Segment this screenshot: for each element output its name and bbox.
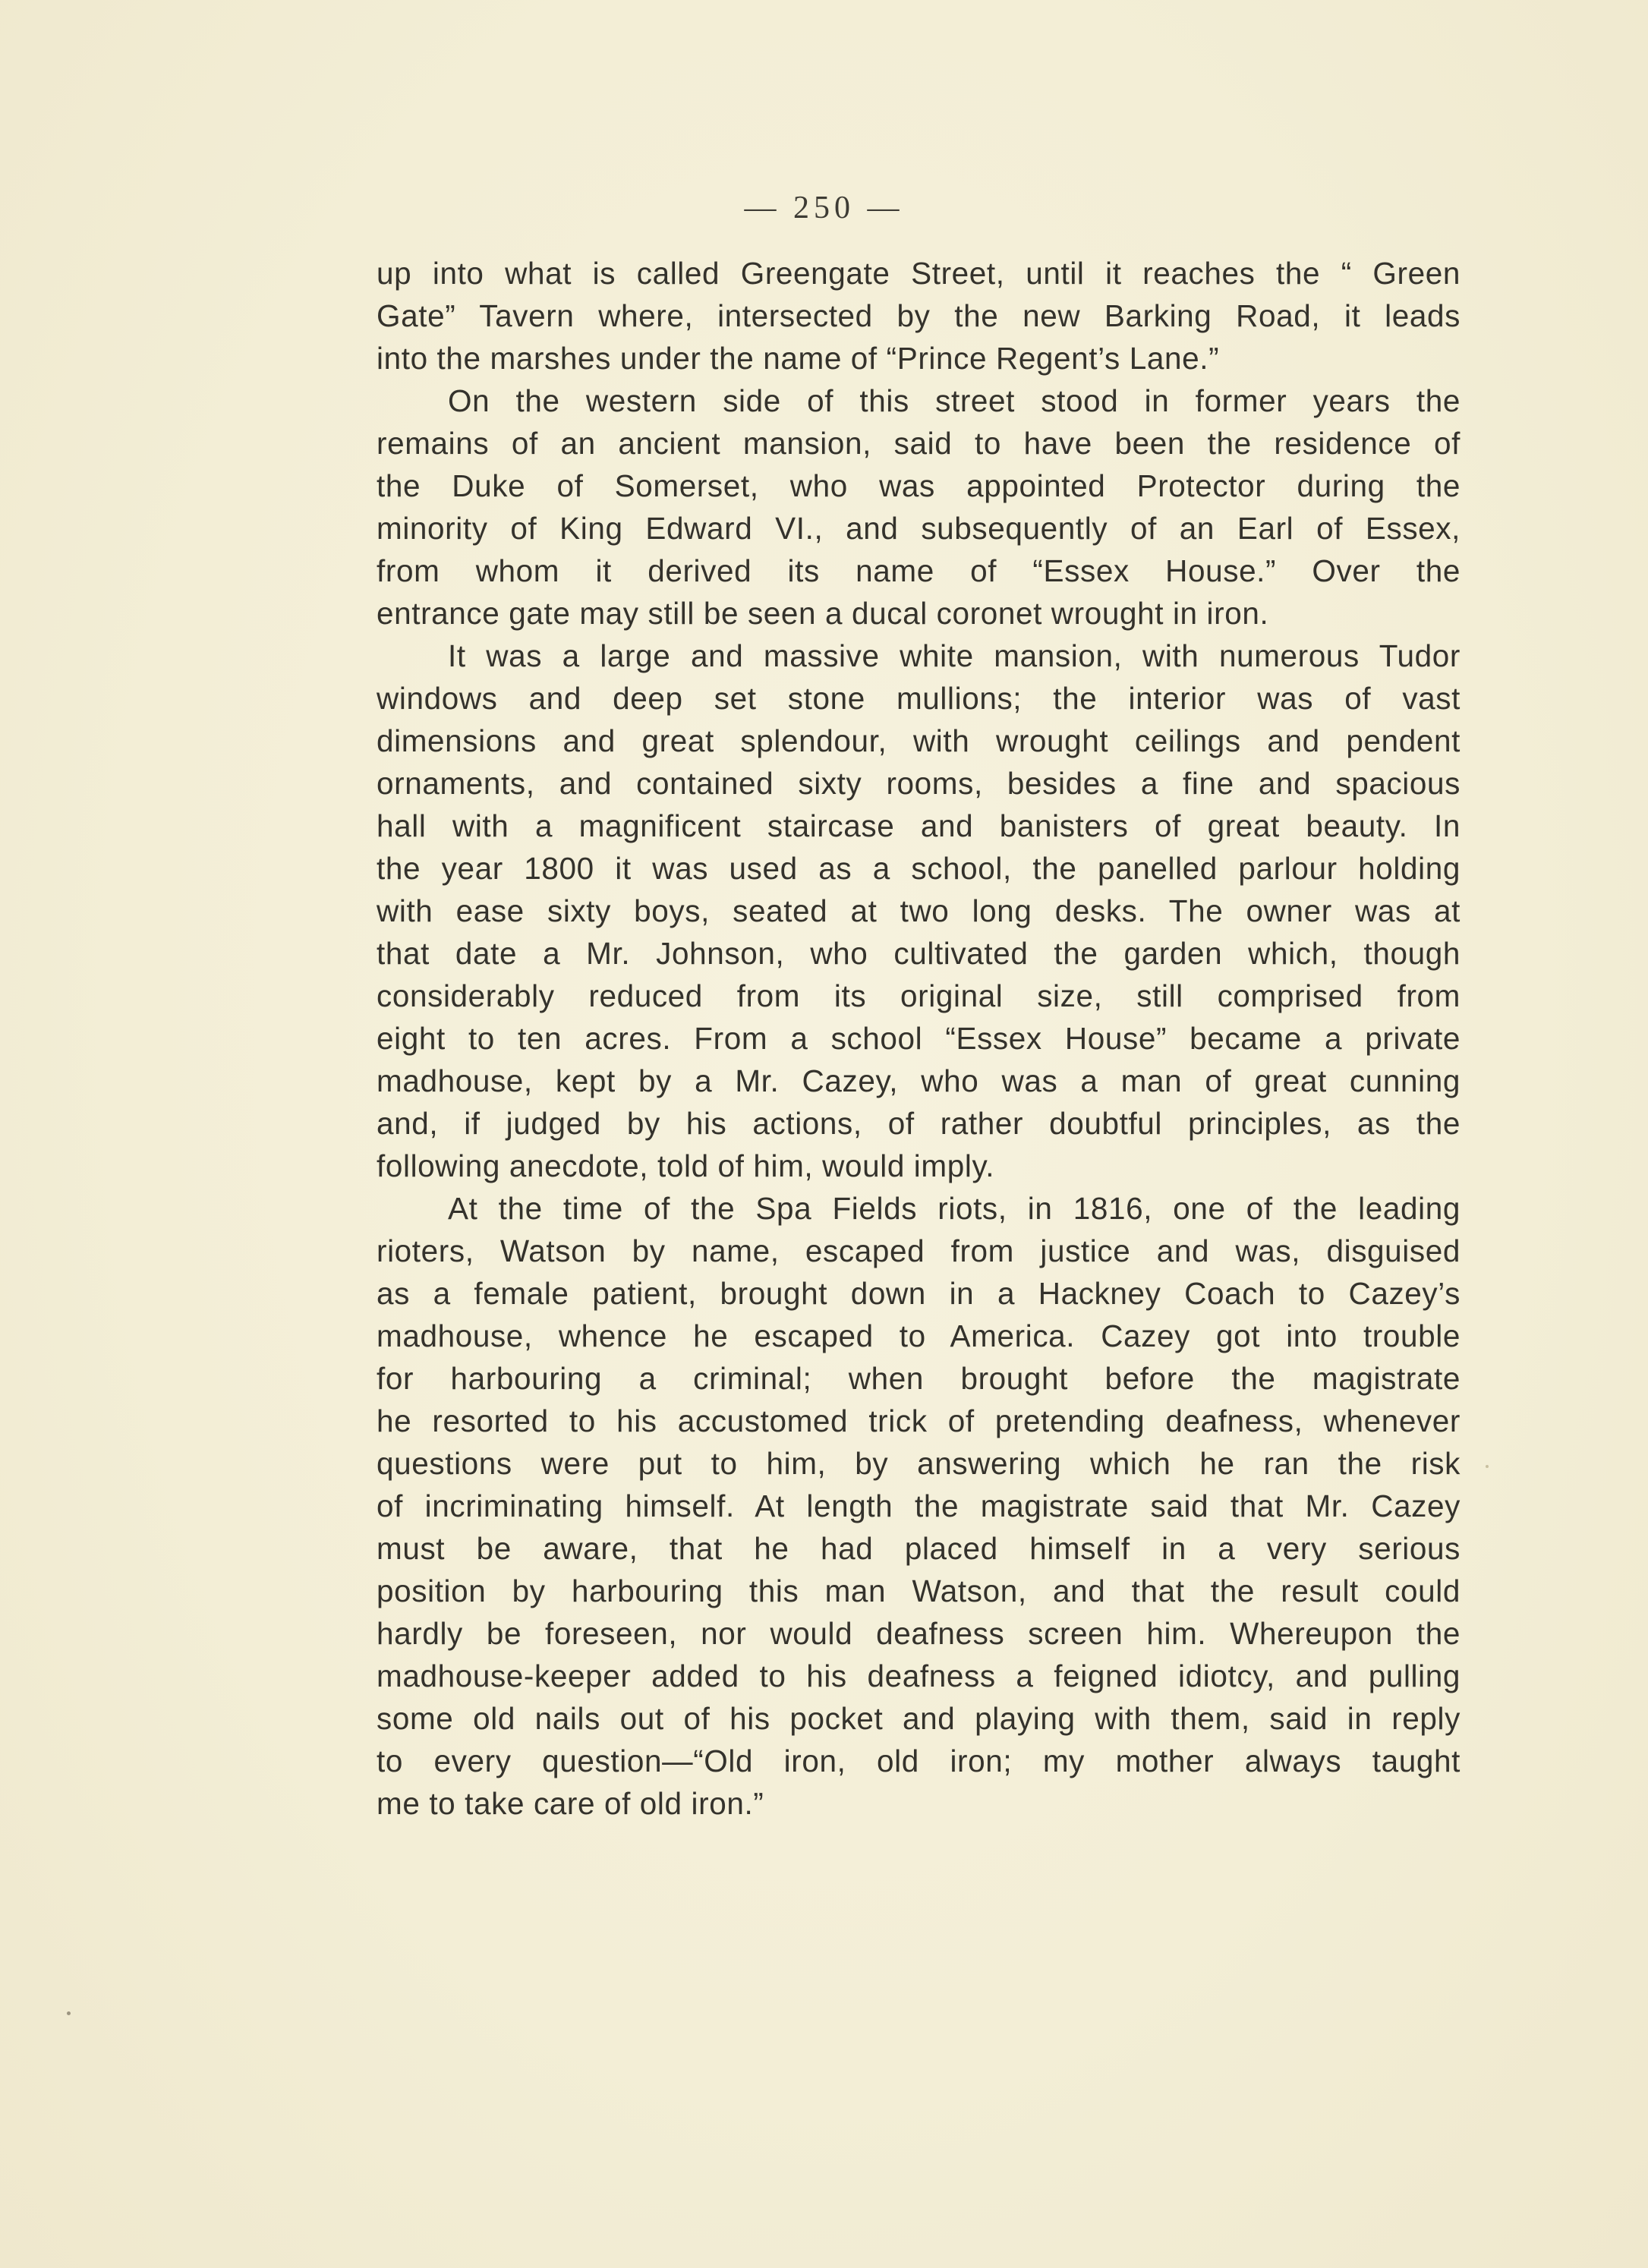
text-line: and, if judged by his actions, of rather doubtful principles, as the (377, 1106, 1461, 1141)
text-line: remains of an ancient mansion, said to have been the residence of (377, 426, 1461, 461)
text-line: madhouse-keeper added to his deafness a feigned idiotcy, and pulling (377, 1658, 1461, 1693)
text-line: considerably reduced from its original size, still comprised from (377, 978, 1461, 1013)
paragraph (377, 252, 1461, 380)
text-line: Gate” Tavern where, intersected by the new Barking Road, it leads (377, 298, 1461, 333)
text-line: following anecdote, told of him, would imply. (377, 1148, 995, 1183)
paragraph (377, 635, 1461, 1187)
text-line: ornaments, and contained sixty rooms, besides a fine and spacious (377, 766, 1461, 801)
text-line: from whom it derived its name of “Essex House.” Over the (377, 553, 1461, 588)
text-line: he resorted to his accustomed trick of pretending deafness, whenever (377, 1403, 1461, 1438)
text-line: that date a Mr. Johnson, who cultivated the garden which, though (377, 936, 1461, 971)
text-line: dimensions and great splendour, with wrought ceilings and pendent (377, 723, 1461, 758)
text-line: must be aware, that he had placed himself in a very serious (377, 1531, 1461, 1566)
text-line: minority of King Edward VI., and subsequently of an Earl of Essex, (377, 511, 1461, 546)
text-line: At the time of the Spa Fields riots, in 1816, one of the leading (448, 1191, 1461, 1226)
paper-speck (1486, 1465, 1489, 1468)
text-line: some old nails out of his pocket and playing with them, said in reply (377, 1701, 1461, 1736)
text-line: madhouse, kept by a Mr. Cazey, who was a man of great cunning (377, 1063, 1461, 1098)
text-line: On the western side of this street stood in former years the (448, 383, 1461, 418)
text-line: into the marshes under the name of “Prince Regent’s Lane.” (377, 341, 1220, 376)
text-line: as a female patient, brought down in a Hackney Coach to Cazey’s (377, 1276, 1461, 1311)
text-line: It was a large and massive white mansion, with numerous Tudor (448, 638, 1461, 673)
text-line: the year 1800 it was used as a school, the panelled parlour holding (377, 851, 1461, 886)
text-line: entrance gate may still be seen a ducal coronet wrought in iron. (377, 596, 1269, 631)
text-line: the Duke of Somerset, who was appointed Protector during the (377, 468, 1461, 503)
paragraph (377, 1187, 1461, 1825)
text-line: of incriminating himself. At length the magistrate said that Mr. Cazey (377, 1488, 1461, 1523)
paragraph (377, 380, 1461, 635)
text-line: hardly be foreseen, nor would deafness screen him. Whereupon the (377, 1616, 1461, 1651)
text-line: windows and deep set stone mullions; the interior was of vast (377, 681, 1461, 716)
text-line: with ease sixty boys, seated at two long desks. The owner was at (377, 893, 1461, 928)
text-line: rioters, Watson by name, escaped from justice and was, disguised (377, 1233, 1461, 1268)
text-line: for harbouring a criminal; when brought before the magistrate (377, 1361, 1461, 1396)
body-text (377, 252, 1461, 1825)
page-number: — 250 — (744, 191, 904, 225)
text-line: madhouse, whence he escaped to America. Cazey got into trouble (377, 1318, 1461, 1353)
text-line: to every question—“Old iron, old iron; my mother always taught (377, 1744, 1461, 1778)
text-line: position by harbouring this man Watson, and that the result could (377, 1573, 1461, 1608)
text-line: me to take care of old iron.” (377, 1786, 764, 1821)
text-line: up into what is called Greengate Street, until it reaches the “ Green (377, 256, 1461, 291)
text-line: questions were put to him, by answering which he ran the risk (377, 1446, 1461, 1481)
paper-speck (67, 2011, 71, 2015)
text-line: hall with a magnificent staircase and banisters of great beauty. In (377, 808, 1461, 843)
text-line: eight to ten acres. From a school “Essex House” became a private (377, 1021, 1461, 1056)
